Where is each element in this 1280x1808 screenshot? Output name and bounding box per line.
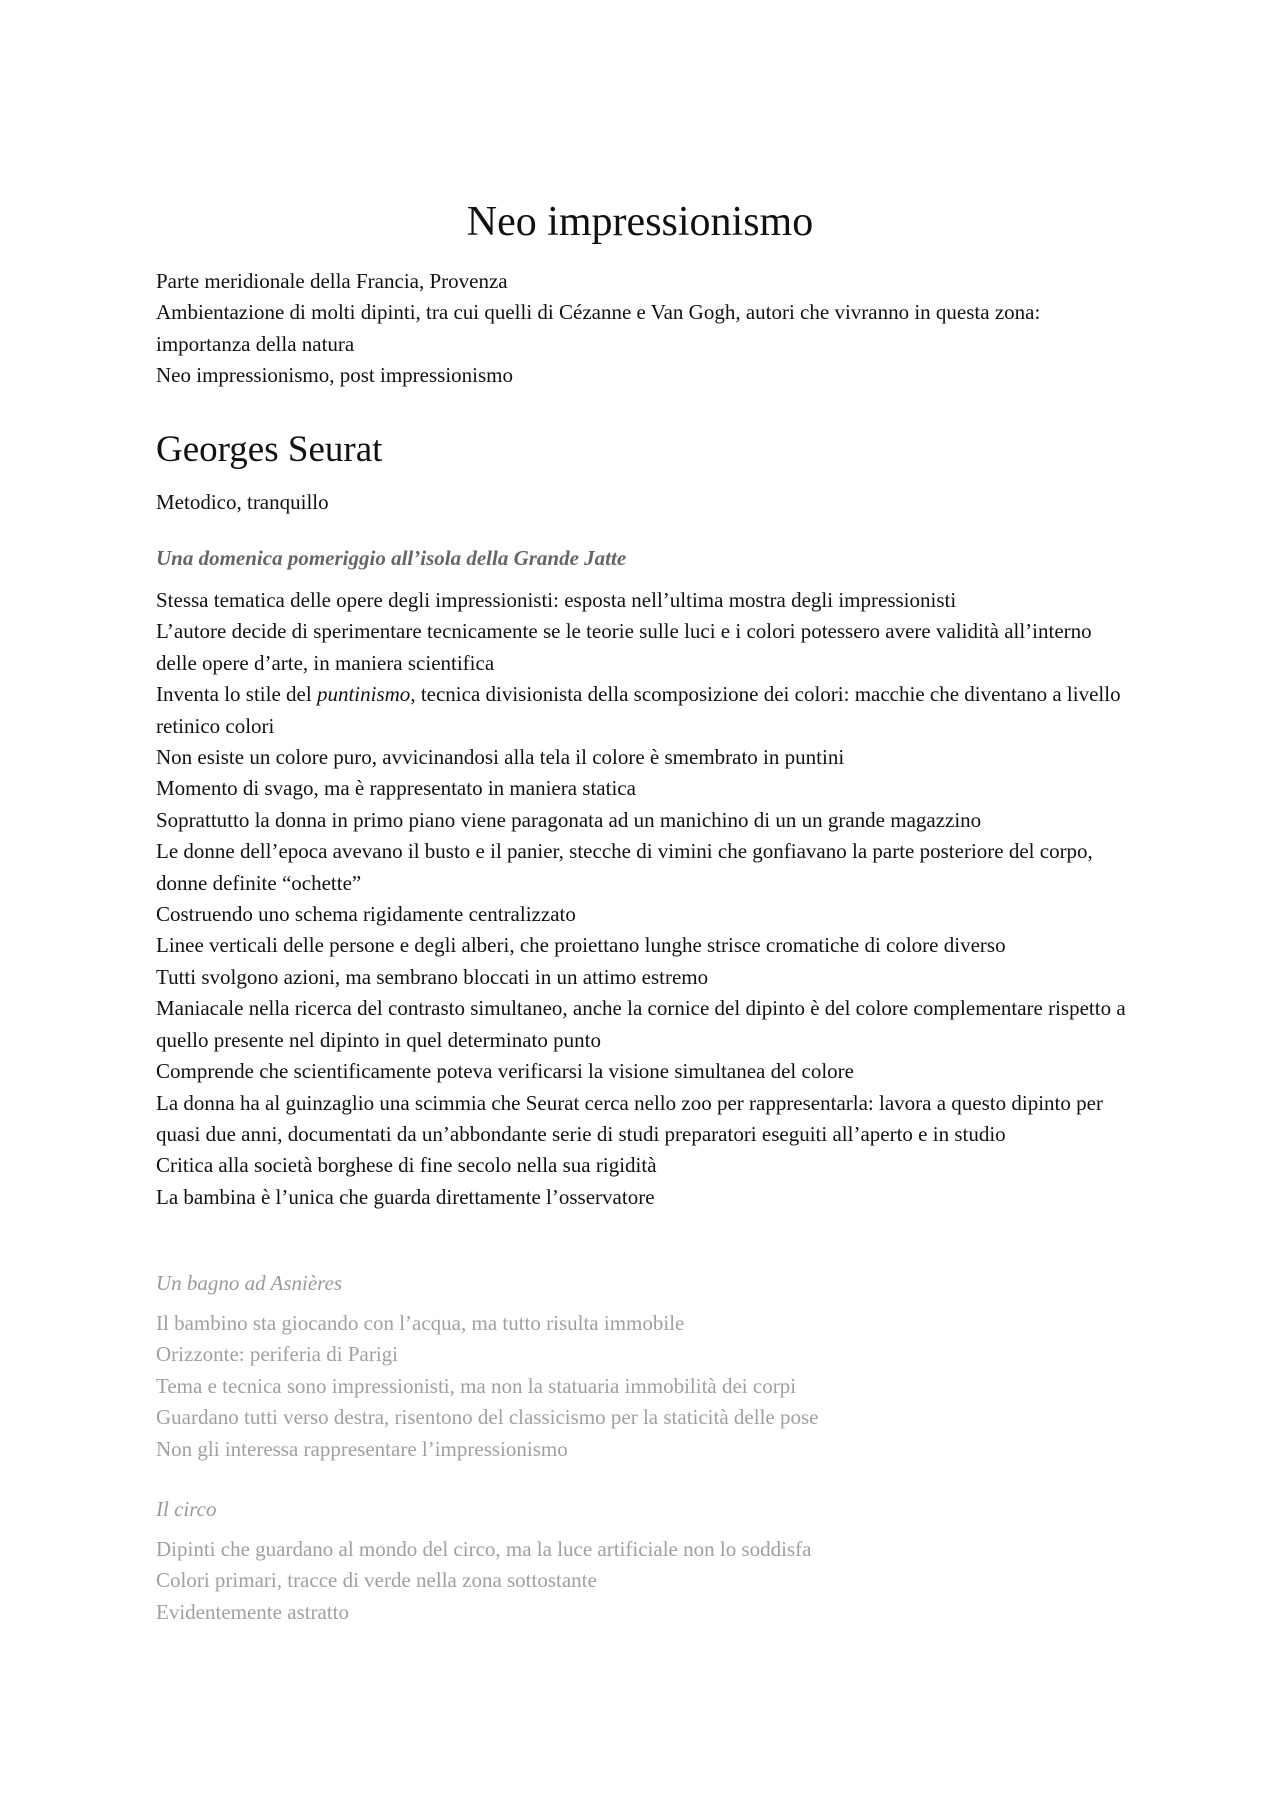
intro-line: Parte meridionale della Francia, Provenza <box>156 269 508 293</box>
work1-line: Le donne dell’epoca avevano il busto e il panier, stecche di vimini che gonfiavano la parte posteriore del corpo, donne definite “ochette” <box>156 839 1093 895</box>
work1-line: L’autore decide di sperimentare tecnicamente se le teorie sulle luci e i colori potessero avere validità all’interno delle opere d’arte, in maniera scientifica <box>156 619 1092 675</box>
work2-line: Tema e tecnica sono impressionisti, ma non la statuaria immobilità dei corpi <box>156 1373 797 1398</box>
work2-heading: Un bagno ad Asnières <box>156 1271 343 1295</box>
work1-heading: Una domenica pomeriggio all’isola della Grande Jatte <box>156 546 627 570</box>
work3-line: Evidentemente astratto <box>156 1599 350 1624</box>
work1-block <box>156 543 1136 1213</box>
work1-line: La bambina è l’unica che guarda direttamente l’osservatore <box>156 1184 655 1209</box>
section-subtitle-block <box>156 487 1136 518</box>
work2-block <box>156 1268 1136 1465</box>
work3-block <box>156 1494 1136 1628</box>
work3-line: Dipinti che guardano al mondo del circo, ma la luce artificiale non lo soddisfa <box>156 1537 812 1561</box>
work1-line: Momento di svago, ma è rappresentato in maniera statica <box>156 776 636 801</box>
work1-line: Costruendo uno schema rigidamente centralizzato <box>156 902 576 927</box>
puntinismo-term: puntinismo <box>316 682 411 707</box>
work2-line: Il bambino sta giocando con l’acqua, ma tutto risulta immobile <box>156 1311 685 1335</box>
work1-line: La donna ha al guinzaglio una scimmia che Seurat cerca nello zoo per rappresentarla: lavora a questo dipinto per quasi due anni, documentati da un’abbondante serie di studi preparatori eseguiti all’aperto e in studio <box>156 1090 1103 1146</box>
work1-line: Stessa tematica delle opere degli impressionisti: esposta nell’ultima mostra degli impressionisti <box>156 588 957 612</box>
work1-line-puntinismo <box>156 679 1136 742</box>
work2-line: Non gli interessa rappresentare l’impressionismo <box>156 1436 568 1461</box>
work3-heading: Il circo <box>156 1497 217 1521</box>
intro-block <box>156 266 1136 392</box>
intro-line: Ambientazione di molti dipinti, tra cui quelli di Cézanne e Van Gogh, autori che vivranno in questa zona: importanza della natura <box>156 300 1041 356</box>
work1-line: Comprende che scientificamente poteva verificarsi la visione simultanea del colore <box>156 1059 854 1084</box>
work1-line: Tutti svolgono azioni, ma sembrano bloccati in un attimo estremo <box>156 964 709 989</box>
work1-line: Maniacale nella ricerca del contrasto simultaneo, anche la cornice del dipinto è del colore complementare rispetto a quello presente nel dipinto in quel determinato punto <box>156 996 1126 1052</box>
section-heading: Georges Seurat <box>156 429 383 470</box>
work2-line: Orizzonte: periferia di Parigi <box>156 1342 398 1367</box>
work2-line: Guardano tutti verso destra, risentono del classicismo per la staticità delle pose <box>156 1405 819 1430</box>
section-header <box>156 427 1136 473</box>
intro-line: Neo impressionismo, post impressionismo <box>156 363 513 388</box>
page-title: Neo impressionismo <box>466 199 814 245</box>
puntinismo-before: Inventa lo stile del <box>156 682 317 707</box>
work1-line: Non esiste un colore puro, avvicinandosi alla tela il colore è smembrato in puntini <box>156 745 845 770</box>
work1-line: Critica alla società borghese di fine secolo nella sua rigidità <box>156 1153 657 1178</box>
work1-line: Linee verticali delle persone e degli alberi, che proiettano lunghe strisce cromatiche di colore diverso <box>156 933 1006 958</box>
work1-line: Soprattutto la donna in primo piano viene paragonata ad un manichino di un un grande magazzino <box>156 807 982 832</box>
puntinismo-after: , tecnica divisionista della scomposizione dei colori: macchie che diventano a livello retinico colori <box>156 682 1121 738</box>
work3-line: Colori primari, tracce di verde nella zona sottostante <box>156 1568 597 1593</box>
section-subtitle: Metodico, tranquillo <box>156 490 329 514</box>
